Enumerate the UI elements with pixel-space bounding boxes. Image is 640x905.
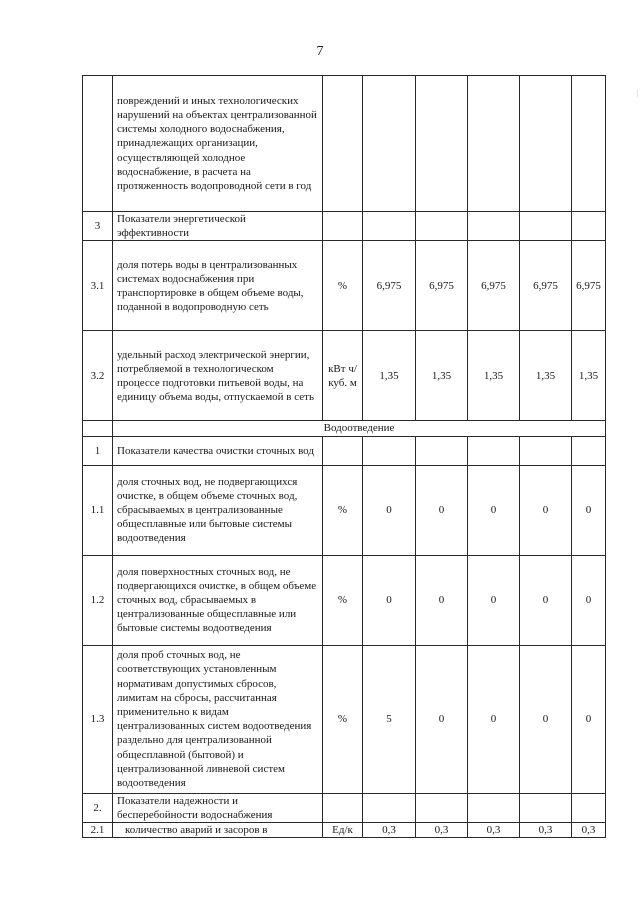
- value-cell: 0,3: [363, 823, 416, 838]
- value-cell: 6,975: [520, 241, 572, 331]
- row-number: 3.1: [83, 241, 113, 331]
- value-cell: 1,35: [416, 331, 468, 421]
- unit-cell: %: [323, 555, 363, 645]
- unit-cell: Ед/к: [323, 823, 363, 838]
- unit-cell: %: [323, 465, 363, 555]
- value-cell: [468, 212, 520, 241]
- value-cell: 0: [520, 645, 572, 793]
- value-cell: [572, 793, 606, 822]
- value-cell: 0: [572, 555, 606, 645]
- value-cell: 0: [520, 555, 572, 645]
- indicator-text: Показатели надежности и бесперебойности водоснабжения: [113, 793, 323, 822]
- row-number: 1.1: [83, 465, 113, 555]
- value-cell: 0,3: [572, 823, 606, 838]
- unit-cell: %: [323, 241, 363, 331]
- value-cell: [363, 436, 416, 465]
- page-number: 7: [316, 44, 324, 59]
- value-cell: 0: [416, 465, 468, 555]
- value-cell: 0: [416, 645, 468, 793]
- value-cell: [416, 436, 468, 465]
- row-number: 1.2: [83, 555, 113, 645]
- value-cell: [363, 212, 416, 241]
- value-cell: 1,35: [468, 331, 520, 421]
- value-cell: 0: [416, 555, 468, 645]
- value-cell: [572, 212, 606, 241]
- value-cell: [520, 212, 572, 241]
- row-number: 1: [83, 436, 113, 465]
- unit-cell: [323, 793, 363, 822]
- value-cell: 1,35: [363, 331, 416, 421]
- value-cell: [363, 76, 416, 212]
- row-number: 2.1: [83, 823, 113, 838]
- value-cell: [520, 436, 572, 465]
- value-cell: [520, 76, 572, 212]
- value-cell: [416, 212, 468, 241]
- value-cell: 0: [468, 465, 520, 555]
- value-cell: 0: [363, 555, 416, 645]
- indicator-text: Показатели качества очистки сточных вод: [113, 436, 323, 465]
- section-title: Водоотведение: [113, 421, 606, 436]
- value-cell: 0,3: [520, 823, 572, 838]
- value-cell: 0: [468, 645, 520, 793]
- table-row: [83, 241, 606, 331]
- value-cell: 1,35: [520, 331, 572, 421]
- indicator-text: доля проб сточных вод, не соответствующих установленным нормативам допустимых сбросов, лимитам на сбросы, рассчитанная применительно к видам централизованных систем водоотведения раздельно для централизованной общесплавной (бытовой) и централизованной ливневой систем водоотведения: [113, 645, 323, 793]
- value-cell: 0: [468, 555, 520, 645]
- value-cell: 0: [572, 645, 606, 793]
- value-cell: [416, 793, 468, 822]
- value-cell: 0: [520, 465, 572, 555]
- value-cell: [520, 793, 572, 822]
- indicator-text: доля сточных вод, не подвергающихся очистке, в общем объеме сточных вод, сбрасываемых в централизованные общесплавные или бытовые системы водоотведения: [113, 465, 323, 555]
- table-row: [83, 76, 606, 212]
- unit-cell: кВт ч/ куб. м: [323, 331, 363, 421]
- row-number: [83, 421, 113, 436]
- value-cell: [468, 793, 520, 822]
- section-row: [83, 421, 606, 436]
- table-row: [83, 331, 606, 421]
- value-cell: [572, 76, 606, 212]
- table-row: [83, 465, 606, 555]
- value-cell: 0: [572, 465, 606, 555]
- value-cell: 6,975: [572, 241, 606, 331]
- table-row: [83, 212, 606, 241]
- row-number: 1.3: [83, 645, 113, 793]
- value-cell: [572, 436, 606, 465]
- table-row: [83, 823, 606, 838]
- unit-cell: [323, 436, 363, 465]
- row-number: 3.2: [83, 331, 113, 421]
- indicator-text: количество аварий и засоров в: [113, 823, 323, 838]
- value-cell: 5: [363, 645, 416, 793]
- indicator-text: доля поверхностных сточных вод, не подвергающихся очистке, в общем объеме сточных вод, сбрасываемых в централизованные общесплавные или бытовые системы водоотведения: [113, 555, 323, 645]
- value-cell: 0,3: [416, 823, 468, 838]
- table-row: [83, 793, 606, 822]
- value-cell: [363, 793, 416, 822]
- value-cell: [416, 76, 468, 212]
- indicator-text: доля потерь воды в централизованных системах водоснабжения при транспортировке в общем объеме воды, поданной в водопроводную сеть: [113, 241, 323, 331]
- indicator-text: удельный расход электрической энергии, потребляемой в технологическом процессе подготовки питьевой воды, на единицу объема воды, отпускаемой в сеть: [113, 331, 323, 421]
- table-row: [83, 436, 606, 465]
- value-cell: 6,975: [416, 241, 468, 331]
- indicator-text: повреждений и иных технологических нарушений на объектах централизованной системы холодного водоснабжения, принадлежащих организации, осуществляющей холодное водоснабжение, в расчета на протяженность водопроводной сети в год: [113, 76, 323, 212]
- unit-cell: %: [323, 645, 363, 793]
- value-cell: 0,3: [468, 823, 520, 838]
- unit-cell: [323, 212, 363, 241]
- table-row: [83, 555, 606, 645]
- row-number: 2.: [83, 793, 113, 822]
- value-cell: [468, 436, 520, 465]
- row-number: 3: [83, 212, 113, 241]
- scan-artifact: |: [636, 88, 638, 97]
- value-cell: 6,975: [363, 241, 416, 331]
- row-number: [83, 76, 113, 212]
- indicator-text: Показатели энергетической эффективности: [113, 212, 323, 241]
- value-cell: 1,35: [572, 331, 606, 421]
- table-row: [83, 645, 606, 793]
- value-cell: [468, 76, 520, 212]
- indicators-table: [82, 75, 606, 838]
- value-cell: 6,975: [468, 241, 520, 331]
- unit-cell: [323, 76, 363, 212]
- value-cell: 0: [363, 465, 416, 555]
